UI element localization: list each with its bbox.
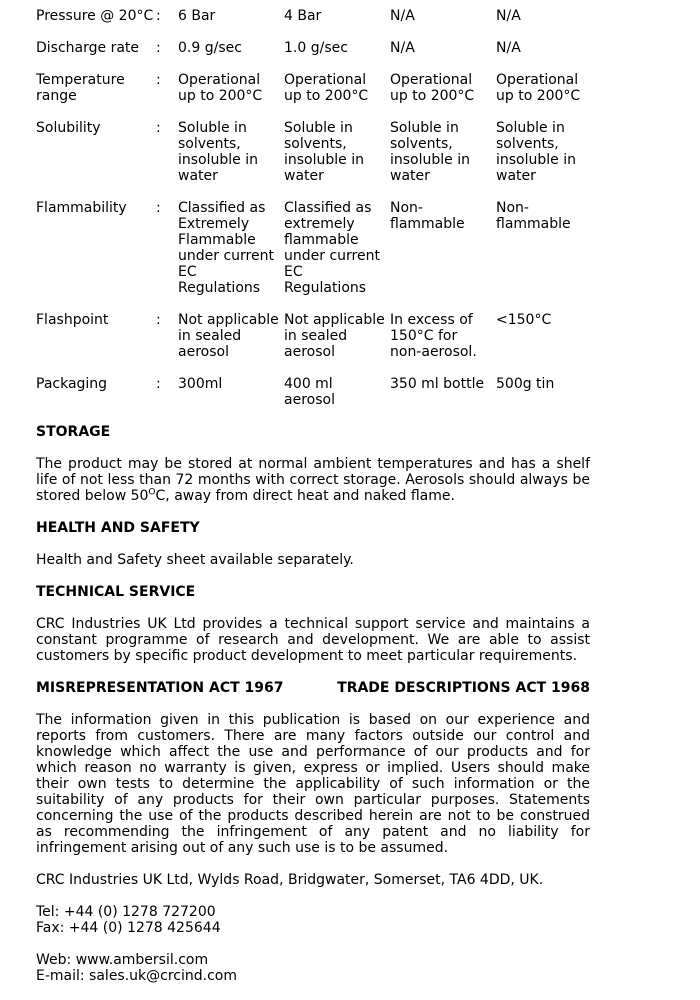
property-value: 350 ml bottle xyxy=(390,376,485,392)
property-label: Temperature range xyxy=(36,72,125,104)
technical-heading: TECHNICAL SERVICE xyxy=(36,584,196,600)
property-value: 6 Bar xyxy=(178,8,216,24)
table-row xyxy=(36,312,602,376)
property-label: Flashpoint xyxy=(36,312,109,328)
property-value: Soluble in solvents, insoluble in water xyxy=(496,120,576,184)
storage-text-main: The product may be stored at normal ambient temperatures and has a shelf life of not less than 72 months with correct storage. Aerosols should always be stored below 50 xyxy=(36,456,590,504)
property-label: Pressure @ 20°C xyxy=(36,8,154,24)
property-value: Non-flammable xyxy=(496,200,571,232)
table-row xyxy=(36,376,602,424)
table-row xyxy=(36,8,602,40)
legal-heading-row xyxy=(36,680,590,696)
property-label: Discharge rate xyxy=(36,40,140,56)
health-text: Health and Safety sheet available separately. xyxy=(36,552,354,568)
technical-text: CRC Industries UK Ltd provides a technical support service and maintains a constant programme of research and development. We are able to assist customers by specific product development to meet particular requirements. xyxy=(36,616,590,664)
company-address: CRC Industries UK Ltd, Wylds Road, Bridgwater, Somerset, TA6 4DD, UK. xyxy=(36,872,544,888)
property-value: 0.9 g/sec xyxy=(178,40,242,56)
property-value: N/A xyxy=(496,40,521,56)
property-colon: : xyxy=(156,376,161,392)
properties-table xyxy=(36,8,602,424)
telephone: Tel: +44 (0) 1278 727200 xyxy=(36,904,216,920)
contact-block xyxy=(36,872,590,984)
property-value: Operational up to 200°C xyxy=(178,72,263,104)
property-value: Operational up to 200°C xyxy=(284,72,369,104)
misrepresentation-heading: MISREPRESENTATION ACT 1967 xyxy=(36,680,284,696)
degree-superscript: O xyxy=(148,487,156,498)
storage-text xyxy=(36,456,590,504)
email-link[interactable]: E-mail: sales.uk@crcind.com xyxy=(36,968,238,984)
property-value: Soluble in solvents, insoluble in water xyxy=(178,120,258,184)
property-colon: : xyxy=(156,312,161,328)
website-link[interactable]: Web: www.ambersil.com xyxy=(36,952,209,968)
property-colon: : xyxy=(156,120,161,136)
property-value: N/A xyxy=(496,8,521,24)
property-colon: : xyxy=(156,8,161,24)
property-value: <150°C xyxy=(496,312,552,328)
table-row xyxy=(36,72,602,120)
property-value: Operational up to 200°C xyxy=(496,72,581,104)
property-value: 500g tin xyxy=(496,376,555,392)
property-value: 4 Bar xyxy=(284,8,322,24)
trade-descriptions-heading: TRADE DESCRIPTIONS ACT 1968 xyxy=(337,680,590,696)
property-value: N/A xyxy=(390,40,415,56)
property-value: Not applicable in sealed aerosol xyxy=(284,312,385,360)
property-value: Non-flammable xyxy=(390,200,465,232)
property-label: Packaging xyxy=(36,376,108,392)
table-row xyxy=(36,120,602,200)
storage-heading: STORAGE xyxy=(36,424,111,440)
property-value: Operational up to 200°C xyxy=(390,72,475,104)
table-row xyxy=(36,200,602,312)
property-value: Soluble in solvents, insoluble in water xyxy=(284,120,364,184)
property-colon: : xyxy=(156,72,161,88)
health-section xyxy=(36,520,590,568)
table-row xyxy=(36,40,602,72)
property-value: Classified as Extremely Flammable under current EC Regulations xyxy=(178,200,274,296)
storage-section xyxy=(36,424,590,504)
property-value: Soluble in solvents, insoluble in water xyxy=(390,120,470,184)
property-value: Not applicable in sealed aerosol xyxy=(178,312,279,360)
property-value: Classified as extremely flammable under current EC Regulations xyxy=(284,200,380,296)
property-value: 400 ml aerosol xyxy=(284,376,335,408)
storage-text-end: C, away from direct heat and naked flame. xyxy=(155,488,455,504)
fax: Fax: +44 (0) 1278 425644 xyxy=(36,920,221,936)
properties-table-body xyxy=(36,8,602,424)
property-value: N/A xyxy=(390,8,415,24)
health-heading: HEALTH AND SAFETY xyxy=(36,520,200,536)
legal-section xyxy=(36,680,590,856)
property-value: 1.0 g/sec xyxy=(284,40,348,56)
technical-section xyxy=(36,584,590,664)
document-page xyxy=(36,8,590,984)
property-label: Solubility xyxy=(36,120,101,136)
property-label: Flammability xyxy=(36,200,127,216)
property-value: In excess of 150°C for non-aerosol. xyxy=(390,312,477,360)
property-value: 300ml xyxy=(178,376,223,392)
property-colon: : xyxy=(156,40,161,56)
legal-text: The information given in this publication is based on our experience and reports from customers. There are many factors outside our control and knowledge which affect the use and performance of our products and for which reason no warranty is given, express or implied. Users should make their own tests to determine the applicability of such information or the suitability of any products for their own particular purposes. Statements concerning the use of the products described herein are not to be construed as recommending the infringement of any patent and no liability for infringement arising out of any such use is to be assumed. xyxy=(36,712,590,856)
property-colon: : xyxy=(156,200,161,216)
